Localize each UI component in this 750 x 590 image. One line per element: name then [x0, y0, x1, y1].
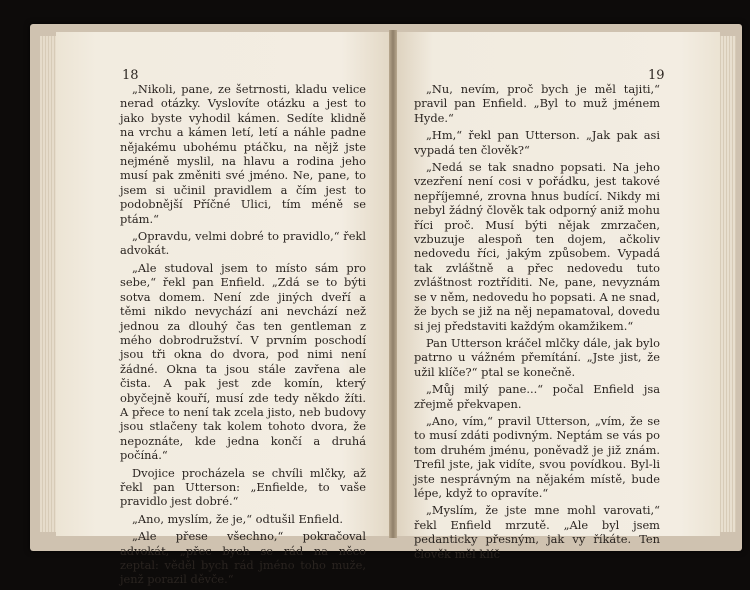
- paragraph: Dvojice procházela se chvíli mlčky, až řekl pan Utterson: „Enfielde, to vaše pravidlo jest dobré.“: [120, 465, 366, 509]
- paragraph: „Nu, nevím, proč bych je měl tajiti,“ pravil pan Enfield. „Byl to muž jménem Hyde.“: [414, 82, 660, 125]
- left-page-edges: [40, 36, 56, 532]
- paragraph: „Ale studoval jsem to místo sám pro sebe,“ řekl pan Enfield. „Zdá se to býti sotva domem. Není zde jiných dveří a těmi nikdo nevychází ani nevchází než jednou za dlouhý čas ten gentleman z mého dobrodružství. V prvním poschodí jsou tři okna do dvora, pod nimi není žádné. Okna ta jsou stále zavřena ale čista. A pak jest zde komín, který obyčejně kouří, musí zde tedy někdo žíti. A přece to není tak zcela jisto, neb budovy jsou stlačeny tak kolem tohoto dvora, že nepoznáte, kde jedna končí a druhá počíná.“: [120, 260, 366, 463]
- paragraph: „Hm,“ řekl pan Utterson. „Jak pak asi vypadá ten člověk?“: [414, 128, 660, 157]
- right-page-text: [414, 82, 660, 564]
- right-page-edges: [720, 36, 736, 532]
- page-number-right: 19: [648, 68, 665, 83]
- paragraph: Pan Utterson kráčel mlčky dále, jak bylo patrno u vážném přemítání. „Jste jist, že užil klíče?“ ptal se konečně.: [414, 335, 660, 379]
- paragraph: „Ale přese všechno,“ pokračoval advokát, „přec bych se rád na něco zeptal: věděl bych rád jméno toho muže, jenž porazil děvče.“: [120, 529, 366, 587]
- left-page: [56, 32, 392, 587]
- paragraph: „Můj milý pane...“ počal Enfield jsa zřejmě překvapen.: [414, 382, 660, 411]
- right-page: [394, 32, 720, 561]
- paragraph: „Ano, vím,“ pravil Utterson, „vím, že se to musí zdáti podivným. Neptám se vás po tom druhém jménu, poněvadž je již znám. Trefil jste, jak vidíte, svou povídkou. Byl-li jste nesprávným na nějakém místě, bude lépe, když to opravíte.“: [414, 413, 660, 500]
- paragraph: „Myslím, že jste mne mohl varovati,“ řekl Enfield mrzutě. „Ale byl jsem pedanticky přesným, jak vy říkáte. Ten člověk měl klíč: [414, 503, 660, 561]
- page-number-left: 18: [122, 68, 139, 83]
- paragraph: „Ano, myslím, že je,“ odtušil Enfield.: [132, 511, 344, 526]
- paragraph: „Opravdu, velmi dobré to pravidlo,“ řekl advokát.: [120, 229, 366, 258]
- left-page-text: [120, 82, 366, 590]
- paragraph: „Nedá se tak snadno popsati. Na jeho vzezření není cosi v pořádku, jest takové nepříjemné, zrovna hnus budící. Nikdy mi nebyl žádný člověk tak odporný aniž mohu říci proč. Musí býti nějak zmrzačen, vzbuzuje alespoň ten dojem, ačkoliv nedovedu říci, jakým způsobem. Vypadá tak zvláštně a přec nedovedu tuto zvláštnost roztříditi. Ne, pane, nevyznám se v něm, nedovedu ho popsati. A ne snad, že bych se již na něj nepamatoval, dovedu si jej představiti každým okamžikem.“: [414, 160, 660, 333]
- paragraph: „Nikoli, pane, ze šetrnosti, kladu velice nerad otázky. Vyslovíte otázku a jest to jako byste vyhodil kámen. Sedíte klidně na vrchu a kámen letí, letí a náhle padne nějakému ubohému ptáčku, na nějž jste nejméně myslil, na hlavu a rodina jeho musí pak změniti své jméno. Ne, pane, to jsem si učinil pravidlem a čím jest to podobnější Příčné Ulici, tím méně se ptám.“: [120, 82, 366, 226]
- book-gutter: [389, 30, 397, 538]
